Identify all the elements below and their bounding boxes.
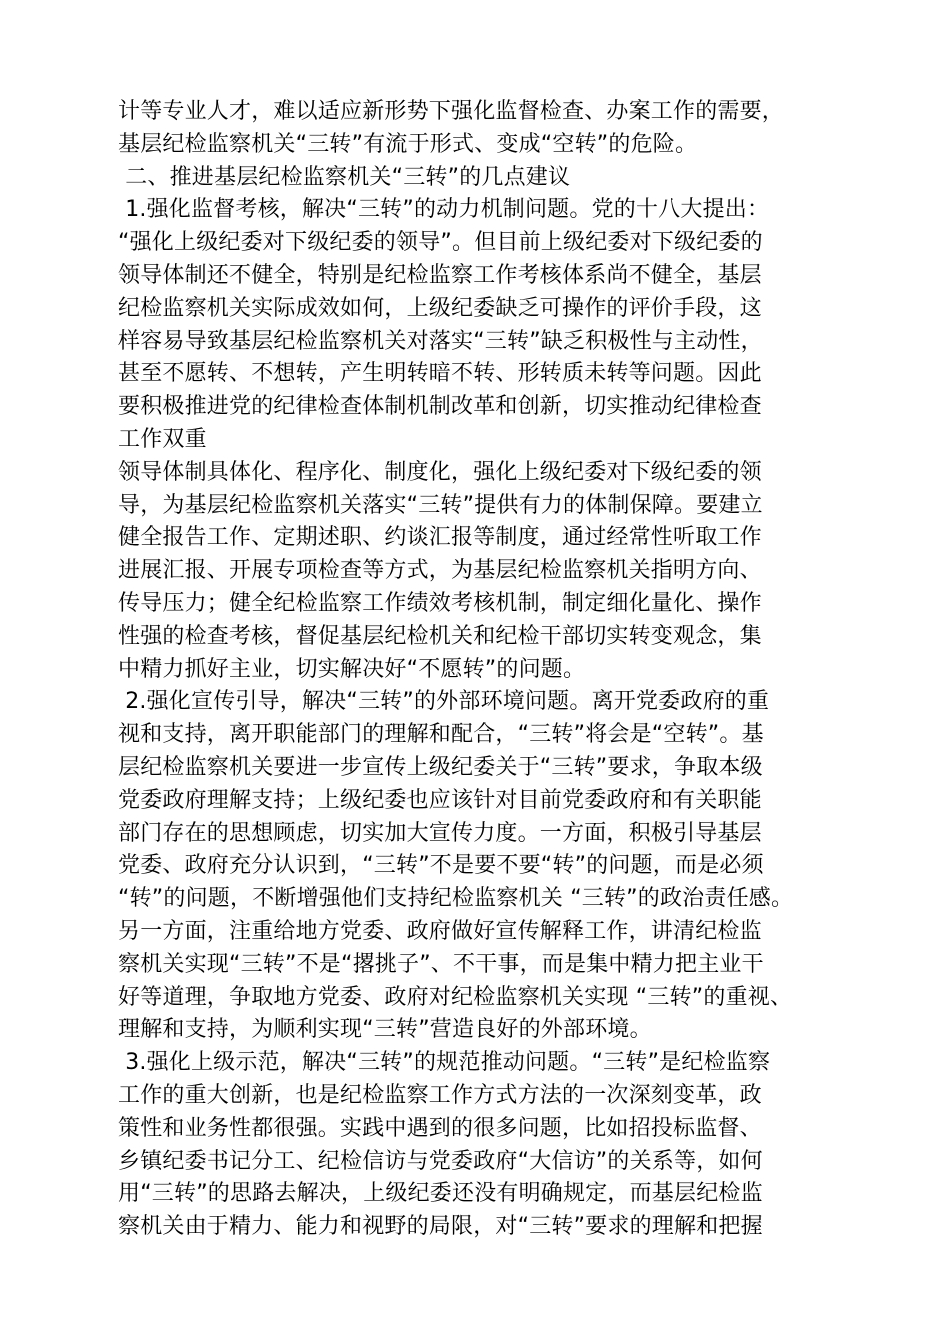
text-line: 1.强化监督考核，解决“三转”的动力机制问题。党的十八大提出：: [118, 197, 770, 223]
text-line: 用“三转”的思路去解决，上级纪委还没有明确规定，而基层纪检监: [118, 1181, 763, 1207]
section-heading: 二、推进基层纪检监察机关“三转”的几点建议: [118, 164, 571, 190]
text-line: 策性和业务性都很强。实践中遇到的很多问题，比如招投标监督、: [118, 1115, 762, 1141]
text-line: 工作的重大创新，也是纪检监察工作方式方法的一次深刻变革，政: [118, 1082, 762, 1108]
text-line: 部门存在的思想顾虑，切实加大宣传力度。一方面，积极引导基层: [118, 820, 762, 846]
text-line: “转”的问题，不断增强他们支持纪检监察机关 “三转”的政治责任感。: [118, 886, 794, 912]
text-line: 样容易导致基层纪检监察机关对落实“三转”缺乏积极性与主动性，: [118, 328, 763, 354]
text-line: 理解和支持，为顺利实现“三转”营造良好的外部环境。: [118, 1017, 652, 1043]
text-line: 层纪检监察机关要进一步宣传上级纪委关于“三转”要求，争取本级: [118, 754, 763, 780]
text-line: 计等专业人才，难以适应新形势下强化监督检查、办案工作的需要，: [118, 99, 785, 124]
text-line: 2.强化宣传引导，解决“三转”的外部环境问题。离开党委政府的重: [118, 689, 770, 715]
text-line: 党委、政府充分认识到，“三转”不是要不要“转”的问题，而是必须: [118, 853, 764, 879]
text-line: 传导压力；健全纪检监察工作绩效考核机制，制定细化量化、操作: [118, 590, 762, 616]
text-line: 乡镇纪委书记分工、纪检信访与党委政府“大信访”的关系等，如何: [118, 1148, 763, 1174]
text-line: 纪检监察机关实际成效如何，上级纪委缺乏可操作的评价手段，这: [118, 295, 762, 321]
text-line: 领导体制具体化、程序化、制度化，强化上级纪委对下级纪委的领: [118, 459, 762, 485]
text-line: 中精力抓好主业，切实解决好“不愿转”的问题。: [118, 656, 586, 682]
text-line: 基层纪检监察机关“三转”有流于形式、变成“空转”的危险。: [118, 131, 698, 157]
text-line: 3.强化上级示范，解决“三转”的规范推动问题。“三转”是纪检监察: [118, 1050, 771, 1076]
text-line: 性强的检查考核，督促基层纪检机关和纪检干部切实转变观念，集: [118, 623, 762, 649]
text-line: 领导体制还不健全，特别是纪检监察工作考核体系尚不健全，基层: [118, 262, 762, 288]
text-line: 健全报告工作、定期述职、约谈汇报等制度，通过经常性听取工作: [118, 525, 762, 551]
text-line: 另一方面，注重给地方党委、政府做好宣传解释工作，讲清纪检监: [118, 918, 762, 944]
document-body: [118, 96, 838, 1244]
text-line: 好等道理，争取地方党委、政府对纪检监察机关实现 “三转”的重视、: [118, 984, 793, 1010]
text-line: 察机关实现“三转”不是“撂挑子”、不干事，而是集中精力把主业干: [118, 951, 764, 977]
text-line: “强化上级纪委对下级纪委的领导”。但目前上级纪委对下级纪委的: [118, 230, 763, 256]
text-line: 工作双重: [118, 426, 207, 452]
text-line: 党委政府理解支持；上级纪委也应该针对目前党委政府和有关职能: [118, 787, 762, 813]
text-line: 察机关由于精力、能力和视野的局限，对“三转”要求的理解和把握: [118, 1214, 763, 1240]
text-line: 甚至不愿转、不想转，产生明转暗不转、形转质未转等问题。因此: [118, 361, 762, 387]
text-line: 导，为基层纪检监察机关落实“三转”提供有力的体制保障。要建立: [118, 492, 763, 518]
text-line: 视和支持，离开职能部门的理解和配合，“三转”将会是“空转”。基: [118, 722, 764, 748]
text-line: 进展汇报、开展专项检查等方式，为基层纪检监察机关指明方向、: [118, 558, 762, 584]
text-line: 要积极推进党的纪律检查体制机制改革和创新，切实推动纪律检查: [118, 394, 762, 420]
